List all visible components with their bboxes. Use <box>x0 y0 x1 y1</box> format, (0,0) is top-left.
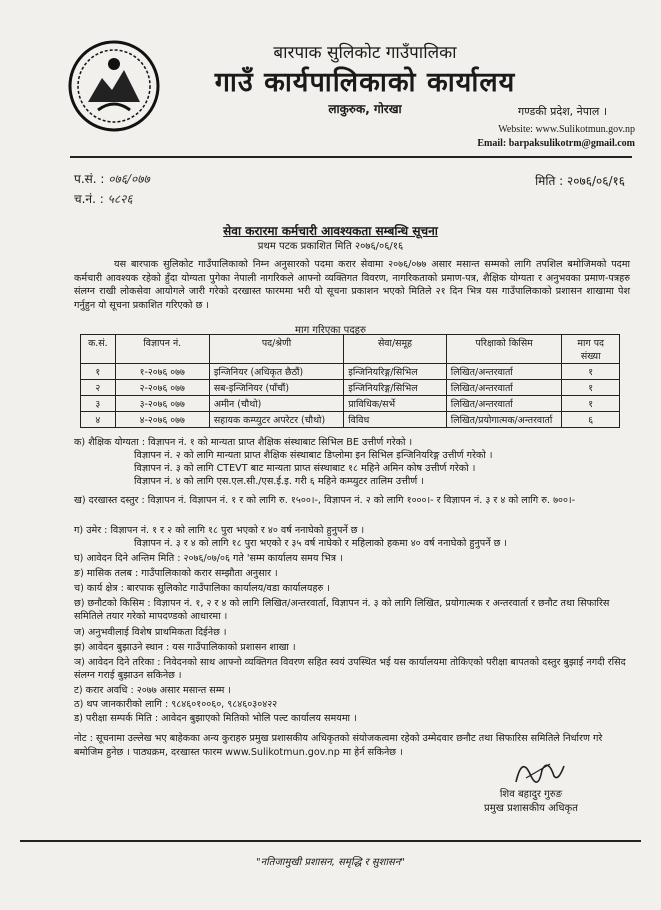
office-name: गाउँ कार्यपालिकाको कार्यालय <box>214 67 516 98</box>
table-row <box>81 364 620 380</box>
notice-date: मिति : २०७६/०६/१६ <box>535 174 625 188</box>
header-divider <box>70 156 632 158</box>
col-header: परिक्षाको किसिम <box>446 335 562 364</box>
table-cell: २ <box>81 380 116 396</box>
table-cell: सहायक कम्प्युटर अपरेटर (चौथो) <box>209 412 343 428</box>
notice-title: सेवा करारमा कर्मचारी आवश्यकता सम्बन्धि सूचना <box>223 224 438 238</box>
reference-cn <box>74 190 133 207</box>
table-cell: इन्जिनियरिङ्ग/सिभिल <box>344 364 447 380</box>
section-contact: ठ) थप जानकारीको लागि : ९८४६०१००६०, ९८४६०३०४२२ <box>74 699 278 710</box>
section-line: विज्ञापन नं. २ को लागि मान्यता प्राप्त शैक्षिक संस्थाबाट डिप्लोमा इन सिभिल इन्जिनियरिङ्ग उत्तीर्ण गरेको । <box>134 450 493 461</box>
table-row <box>81 380 620 396</box>
col-header: माग पद संख्या <box>562 335 620 364</box>
notice-subtitle: प्रथम पटक प्रकाशित मिति २०७६/०६/१६ <box>257 241 404 252</box>
section-fee: ख) दरखास्त दस्तुर : विज्ञापन नं. विज्ञापन नं. १ र को लागि रु. १५००।-, विज्ञापन नं. २ को लागि १०००।- र विज्ञापन नं. ३ र ४ को लागि रु. ७००।- <box>74 495 576 506</box>
table-cell: सब-इन्जिनियर (पाँचौं) <box>209 380 343 396</box>
cn-value: ५८२६ <box>107 192 133 206</box>
table-cell: २-२०७६ ०७७ <box>115 380 209 396</box>
table-cell: लिखित/अन्तरवार्ता <box>446 380 562 396</box>
ps-label: प.सं. : <box>74 172 105 186</box>
table-cell: १ <box>81 364 116 380</box>
vacancy-table <box>80 334 620 428</box>
section-salary: ङ) मासिक तलब : गाउँपालिकाको करार सम्झौता अनुसार । <box>74 568 278 579</box>
table-cell: प्राविधिक/सर्भे <box>344 396 447 412</box>
reference-ps <box>74 170 150 187</box>
table-cell: इन्जिनियरिङ्ग/सिभिल <box>344 380 447 396</box>
section-selection: छ) छनौटको किसिम : विज्ञापन नं. १, २ र ४ को लागि लिखित/अन्तरवार्ता, विज्ञापन नं. ३ को लागि लिखित, प्रयोगात्मक र अन्तरवार्ता र छनौट तथा सिफारिस समितिले तयार गरेको मापदण्डको आधारमा । <box>74 598 610 622</box>
section-application-method: ञ) आवेदन दिने तरिका : निवेदनको साथ आफ्नो व्यक्तिगत विवरण सहित स्वयं उपस्थित भई यस कार्यालयमा तोकिएको परीक्षा बापतको दस्तुर बुझाई नगदी रसिद संलग्न गराई बुझाउन सकिनेछ । <box>74 657 626 681</box>
section-qualification <box>74 436 634 488</box>
table-row <box>81 396 620 412</box>
section-work-area: च) कार्य क्षेत्र : बारपाक सुलिकोट गाउँपालिका कार्यालय/वडा कार्यालयहरु । <box>74 583 330 594</box>
table-cell: लिखित/अन्तरवार्ता <box>446 364 562 380</box>
table-cell: ३-२०७६ ०७७ <box>115 396 209 412</box>
table-row <box>81 412 620 428</box>
section-age <box>74 524 634 550</box>
col-header: क.सं. <box>81 335 116 364</box>
table-cell: लिखित/प्रयोगात्मक/अन्तरवार्ता <box>446 412 562 428</box>
table-cell: १-२०७६ ०७७ <box>115 364 209 380</box>
footer-motto: "नतिजामुखी प्रशासन, समृद्धि र सुशासन" <box>256 857 405 868</box>
notice-note: नोट : सूचनामा उल्लेख भए बाहेकका अन्य कुराहरु प्रमुख प्रशासकीय अधिकृतको संयोजकत्वमा रहेको उम्मेदवार छनौट तथा सिफारिस समितिले निर्धारण गरे बमोजिम हुनेछ । पाठ्यक्रम, दरखास्त फारम www.Sulikotmun.gov.np मा हेर्न सकिनेछ । <box>74 733 603 758</box>
cn-label: च.नं. : <box>74 192 104 206</box>
section-experience: ज) अनुभवीलाई विशेष प्राथमिकता दिईनेछ । <box>74 627 227 638</box>
footer-divider <box>20 840 641 842</box>
section-deadline: घ) आवेदन दिने अन्तिम मिति : २०७६/०७/०६ गते 'सम्म कार्यालय समय भित्र । <box>74 553 343 564</box>
signatory-name: शिव बहादुर गुरुङ <box>499 789 563 800</box>
ps-value: ०७६/०७७ <box>108 172 150 186</box>
email-link[interactable]: Email: barpaksulikotrm@gmail.com <box>477 138 635 149</box>
section-line: ग) उमेर : विज्ञापन नं. १ र २ को लागि १८ पुरा भएको र ४० वर्ष ननाघेको हुनुपर्ने छ । <box>74 525 365 536</box>
table-cell: लिखित/अन्तरवार्ता <box>446 396 562 412</box>
office-address: लाकुरुक, गोरखा <box>328 102 402 116</box>
table-cell: विविध <box>344 412 447 428</box>
website-link[interactable]: Website: www.Sulikotmun.gov.np <box>498 124 635 135</box>
section-line: विज्ञापन नं. ३ र ४ को लागि १८ पुरा भएको र ३५ वर्ष नाघेको र महिलाको हकमा ४० वर्ष ननाघेको हुनुपर्ने छ । <box>134 538 508 549</box>
province-label: गण्डकी प्रदेश, नेपाल । <box>518 105 607 118</box>
table-cell: ४ <box>81 412 116 428</box>
table-cell: १ <box>562 396 620 412</box>
section-line: विज्ञापन नं. ४ को लागि एस.एल.सी./एस.ई.इ. गरी ६ महिने कम्प्युटर तालिम उत्तीर्ण । <box>134 476 424 487</box>
municipality-emblem-icon <box>68 40 160 132</box>
table-cell: इन्जिनियर (अधिकृत छैठौं) <box>209 364 343 380</box>
col-header: पद/श्रेणी <box>209 335 343 364</box>
section-submission-place: झ) आवेदन बुझाउने स्थान : यस गाउँपालिकाको प्रशासन शाखा । <box>74 642 296 653</box>
table-header-row <box>81 335 620 364</box>
table-cell: अमीन (चौथो) <box>209 396 343 412</box>
col-header: सेवा/समूह <box>344 335 447 364</box>
signatory-title: प्रमुख प्रशासकीय अधिकृत <box>484 803 578 814</box>
table-cell: १ <box>562 380 620 396</box>
notice-intro: यस बारपाक सुलिकोट गाउँपालिकाको निम्न अनुसारको पदमा करार सेवामा २०७६/०७७ असार मसान्त सम्मको लागि तपशिल बमोजिमको पदमा कर्मचारी आवश्यक रहेको हुँदा योग्यता पुगेका नेपाली नागरिकले आफ्नो व्यक्तिगत विवरण, नागरिकताको प्रमाण-पत्र, शैक्षिक योग्यता र अनुभवका प्रमाण-पत्रहरु संलग्न राखी लोकसेवा आयोगले जारी गरेको दरखास्त फारममा भरी यो सूचना प्रकाशन भएको मितिले २१ दिन भित्र यस गाउँपालिकाको प्रशासन शाखामा पेश गर्नुहुन यो सूचना प्रकाशित गरिएको छ । <box>74 259 630 311</box>
table-cell: ३ <box>81 396 116 412</box>
section-line: क) शैक्षिक योग्यता : विज्ञापन नं. १ को मान्यता प्राप्त शैक्षिक संस्थाबाट सिभिल BE उत्तीर्ण गरेको । <box>74 437 413 448</box>
section-line: विज्ञापन नं. ३ को लागि CTEVT बाट मान्यता प्राप्त संस्थाबाट १८ महिने अमिन कोष उत्तीर्ण गरेको । <box>134 463 476 474</box>
table-cell: ६ <box>562 412 620 428</box>
section-contract-period: ट) करार अवधि : २०७७ असार मसान्त सम्म । <box>74 685 231 696</box>
table-cell: १ <box>562 364 620 380</box>
section-exam-date: ड) परीक्षा सम्पर्क मिति : आवेदन बुझाएको मितिको भोलि पल्ट कार्यालय समयमा । <box>74 713 357 724</box>
col-header: विज्ञापन नं. <box>115 335 209 364</box>
table-cell: ४-२०७६ ०७७ <box>115 412 209 428</box>
municipality-name: बारपाक सुलिकोट गाउँपालिका <box>273 43 457 63</box>
table-caption: माग गरिएका पदहरु <box>295 325 366 336</box>
